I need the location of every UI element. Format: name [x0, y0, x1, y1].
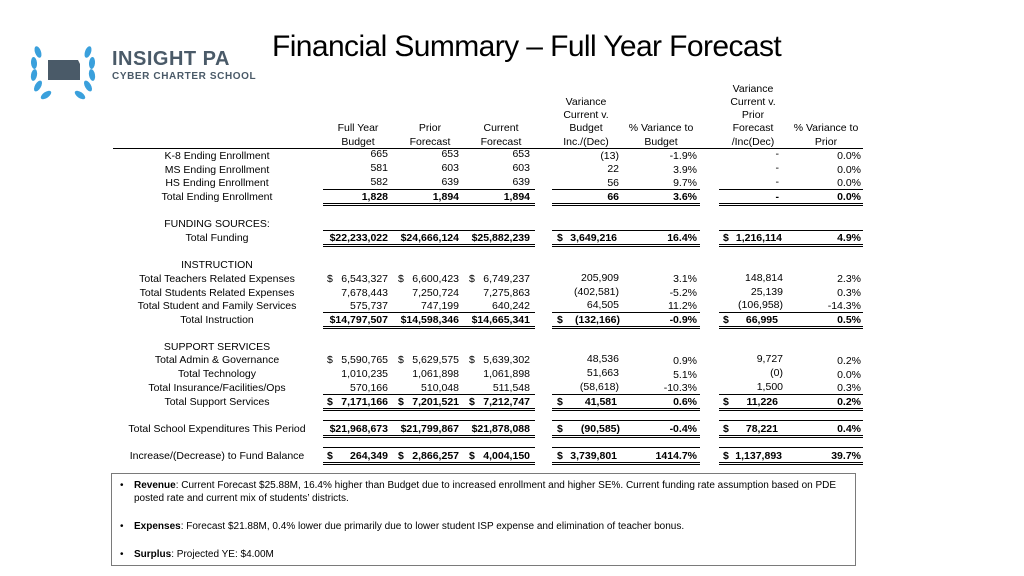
cell-var-budget: 64,505 — [586, 299, 619, 311]
subtotal-rule — [552, 230, 700, 231]
cell-pct-prior: 0.2% — [837, 396, 861, 408]
note-label: Revenue — [134, 480, 176, 491]
cell-budget: 1,010,235 — [341, 368, 388, 380]
subtotal-rule — [323, 447, 535, 448]
row-label: Total Technology — [177, 368, 257, 380]
cell-budget: 570,166 — [350, 382, 388, 394]
total-rule — [719, 326, 863, 329]
cell-var-budget: 51,663 — [586, 367, 619, 379]
total-rule — [323, 408, 535, 411]
row-label: MS Ending Enrollment — [164, 164, 270, 176]
cell-prior-dollar: $ — [398, 273, 404, 285]
cell-var-budget: (13) — [600, 150, 619, 162]
row-label: Total Instruction — [180, 314, 254, 326]
commentary-box — [111, 473, 856, 566]
cell-budget: $22,233,022 — [329, 232, 388, 244]
cell-current: 7,212,747 — [483, 396, 530, 408]
cell-pct-budget: 3.9% — [673, 164, 697, 176]
cell-pct-prior: -14.3% — [827, 300, 861, 312]
cell-prior-dollar: $ — [398, 396, 404, 408]
cell-current: 4,004,150 — [483, 450, 530, 462]
header-prior-line1: Prior — [418, 122, 442, 134]
total-rule — [552, 435, 700, 438]
cell-var-prior: - — [775, 176, 779, 188]
note-surplus — [120, 548, 842, 561]
row-label: Increase/(Decrease) to Fund Balance — [129, 450, 305, 462]
cell-prior: 6,600,423 — [412, 273, 459, 285]
subtotal-rule — [552, 189, 700, 190]
cell-prior-dollar: $ — [398, 450, 404, 462]
cell-prior: $24,666,124 — [400, 232, 459, 244]
cell-var-budget: 48,536 — [586, 353, 619, 365]
cell-pct-budget: 0.9% — [673, 355, 697, 367]
header-var-prior-line5: /Inc(Dec) — [731, 136, 775, 148]
header-var-budget-line2: Current v. — [563, 109, 609, 121]
cell-current-dollar: $ — [469, 450, 475, 462]
cell-pct-prior: 0.3% — [837, 287, 861, 299]
total-rule — [719, 435, 863, 438]
row-label: Total Students Related Expenses — [139, 287, 295, 299]
cell-pct-prior: 0.0% — [837, 369, 861, 381]
cell-var-prior-dollar: $ — [723, 450, 729, 462]
cell-prior: 7,250,724 — [412, 287, 459, 299]
cell-pct-prior: 0.2% — [837, 355, 861, 367]
cell-budget: 581 — [370, 162, 388, 174]
cell-budget: 5,590,765 — [341, 354, 388, 366]
cell-pct-budget: 11.2% — [668, 300, 697, 312]
cell-var-prior: 25,139 — [750, 286, 783, 298]
cell-pct-budget: 5.1% — [673, 369, 697, 381]
total-rule — [323, 462, 535, 465]
cell-pct-budget: -0.9% — [669, 314, 697, 326]
subtotal-rule — [719, 447, 863, 448]
cell-prior: 2,866,257 — [412, 450, 459, 462]
cell-current: 639 — [512, 176, 530, 188]
cell-prior: 1,894 — [432, 191, 459, 203]
cell-var-prior: 11,226 — [746, 396, 778, 408]
total-rule — [719, 203, 863, 206]
subtotal-rule — [552, 420, 700, 421]
cell-var-prior: 1,137,893 — [735, 450, 782, 462]
subtotal-rule — [323, 230, 535, 231]
subtotal-rule — [719, 230, 863, 231]
total-rule — [552, 462, 700, 465]
cell-var-budget: 22 — [607, 163, 619, 175]
bullet-icon: • — [120, 521, 124, 532]
cell-current: 1,894 — [503, 191, 530, 203]
cell-pct-prior: 0.0% — [837, 191, 861, 203]
row-label: Total Support Services — [164, 396, 270, 408]
cell-pct-budget: -0.4% — [669, 423, 697, 435]
cell-var-prior-dollar: $ — [723, 232, 729, 244]
row-label: K-8 Ending Enrollment — [164, 150, 270, 162]
header-current-line1: Current — [483, 122, 519, 134]
cell-current: 603 — [512, 162, 530, 174]
cell-prior: 5,629,575 — [412, 354, 459, 366]
header-var-budget-line4: Inc./(Dec) — [563, 136, 609, 148]
cell-budget: 665 — [370, 148, 388, 160]
cell-pct-prior: 4.9% — [837, 232, 861, 244]
cell-pct-budget: 3.1% — [673, 273, 697, 285]
cell-budget: 7,678,443 — [341, 287, 388, 299]
row-label: Total School Expenditures This Period — [128, 423, 306, 435]
cell-var-prior: 78,221 — [745, 423, 778, 435]
cell-var-budget: 205,909 — [581, 272, 619, 284]
cell-budget: 582 — [370, 176, 388, 188]
page-title: Financial Summary – Full Year Forecast — [272, 30, 782, 63]
cell-budget: 7,171,166 — [341, 396, 388, 408]
cell-var-prior: 148,814 — [745, 272, 783, 284]
subtotal-rule — [323, 189, 535, 190]
header-pct-prior-line1: % Variance to — [793, 122, 859, 134]
subtotal-rule — [719, 189, 863, 190]
subtotal-rule — [323, 312, 535, 313]
subtotal-rule — [719, 420, 863, 421]
cell-budget: 1,828 — [361, 191, 388, 203]
cell-pct-prior: 0.4% — [837, 423, 861, 435]
header-var-prior-line1: Variance — [732, 83, 774, 95]
total-rule — [323, 244, 535, 247]
cell-prior: 510,048 — [421, 382, 459, 394]
cell-var-budget-dollar: $ — [557, 423, 563, 435]
cell-var-budget: (402,581) — [574, 286, 619, 298]
note-text: : Forecast $21.88M, 0.4% lower due primarily due to lower student ISP expense and elimination of teacher bonus. — [180, 521, 685, 532]
cell-var-prior: (106,958) — [738, 299, 783, 311]
cell-var-prior: 66,995 — [745, 314, 778, 326]
cell-var-prior-dollar: $ — [723, 314, 729, 326]
cell-pct-budget: -5.2% — [669, 287, 697, 299]
cell-current: 6,749,237 — [483, 273, 530, 285]
cell-var-budget: (90,585) — [580, 423, 620, 435]
cell-var-prior: 9,727 — [756, 353, 783, 365]
note-text: : Current Forecast $25.88M, 16.4% higher than Budget due to increased enrollment and higher SE%. Current funding rate assumption based on PDE posted rate and current mix of students’ districts. — [134, 480, 837, 504]
cell-pct-budget: 16.4% — [667, 232, 697, 244]
row-label: HS Ending Enrollment — [165, 177, 269, 189]
cell-pct-prior: 0.5% — [837, 314, 861, 326]
cell-budget-dollar: $ — [327, 273, 333, 285]
cell-pct-prior: 2.3% — [837, 273, 861, 285]
row-label: Total Admin & Governance — [154, 354, 280, 366]
total-rule — [552, 244, 700, 247]
cell-current: 640,242 — [492, 300, 530, 312]
row-label: Total Student and Family Services — [137, 300, 297, 312]
cell-var-budget: (58,618) — [579, 381, 619, 393]
cell-current-dollar: $ — [469, 396, 475, 408]
cell-budget-dollar: $ — [327, 450, 333, 462]
cell-pct-budget: -10.3% — [663, 382, 697, 394]
cell-var-prior: (0) — [770, 367, 783, 379]
total-rule — [552, 203, 700, 206]
header-rule — [113, 148, 863, 149]
cell-pct-prior: 0.0% — [837, 150, 861, 162]
subtotal-rule — [719, 312, 863, 313]
header-var-budget-line3: Budget — [569, 122, 603, 134]
cell-current-dollar: $ — [469, 273, 475, 285]
total-rule — [552, 326, 700, 329]
row-label: Total Teachers Related Expenses — [139, 273, 295, 285]
note-text: : Projected YE: $4.00M — [171, 549, 274, 560]
cell-current: 653 — [512, 148, 530, 160]
subtotal-rule — [323, 394, 535, 395]
cell-current: 511,548 — [492, 382, 530, 394]
cell-pct-budget: 9.7% — [673, 177, 697, 189]
cell-prior-dollar: $ — [398, 354, 404, 366]
note-label: Expenses — [134, 521, 181, 532]
cell-prior: 1,061,898 — [412, 368, 459, 380]
section-heading: INSTRUCTION — [181, 259, 253, 271]
cell-var-budget-dollar: $ — [557, 232, 563, 244]
cell-prior: $14,598,346 — [400, 314, 459, 326]
cell-budget: 575,737 — [350, 300, 388, 312]
subtotal-rule — [323, 420, 535, 421]
row-label: Total Ending Enrollment — [161, 191, 273, 203]
row-label: Total Funding — [185, 232, 249, 244]
header-budget-line2: Budget — [341, 136, 375, 148]
row-label: Total Insurance/Facilities/Ops — [148, 382, 286, 394]
total-rule — [323, 326, 535, 329]
cell-var-prior-dollar: $ — [723, 423, 729, 435]
cell-pct-budget: -1.9% — [669, 150, 697, 162]
note-label: Surplus — [134, 549, 172, 560]
cell-var-prior-dollar: $ — [723, 396, 729, 408]
header-pct-prior-line2: Prior — [814, 136, 838, 148]
cell-pct-prior: 0.3% — [837, 382, 861, 394]
header-var-prior-line3: Prior — [741, 109, 765, 121]
subtotal-rule — [719, 394, 863, 395]
cell-var-prior: - — [775, 162, 779, 174]
cell-budget: 6,543,327 — [341, 273, 388, 285]
cell-current: $21,878,088 — [471, 423, 530, 435]
cell-pct-prior: 39.7% — [831, 450, 861, 462]
cell-budget: $14,797,507 — [329, 314, 388, 326]
header-current-line2: Forecast — [480, 136, 522, 148]
cell-budget-dollar: $ — [327, 354, 333, 366]
subtotal-rule — [552, 447, 700, 448]
cell-pct-budget: 3.6% — [673, 191, 697, 203]
cell-current: $14,665,341 — [471, 314, 530, 326]
cell-var-prior: 1,216,114 — [735, 232, 782, 244]
header-var-prior-line4: Forecast — [732, 122, 774, 134]
subtotal-rule — [552, 394, 700, 395]
cell-prior: 603 — [441, 162, 459, 174]
header-pct-budget-line1: % Variance to — [628, 122, 694, 134]
cell-var-prior: 1,500 — [756, 381, 783, 393]
cell-pct-prior: 0.0% — [837, 164, 861, 176]
total-rule — [552, 408, 700, 411]
bullet-icon: • — [120, 549, 124, 560]
cell-prior: 7,201,521 — [412, 396, 459, 408]
section-heading: FUNDING SOURCES: — [164, 218, 270, 230]
cell-var-budget: 56 — [607, 177, 619, 189]
cell-var-budget: 66 — [607, 191, 619, 203]
header-pct-budget-line2: Budget — [644, 136, 678, 148]
cell-pct-budget: 0.6% — [673, 396, 697, 408]
cell-var-budget: (132,166) — [575, 314, 620, 326]
header-budget-line1: Full Year — [337, 122, 379, 134]
cell-budget-dollar: $ — [327, 396, 333, 408]
cell-pct-budget: 1414.7% — [655, 450, 697, 462]
cell-prior: 747,199 — [421, 300, 459, 312]
cell-current: 5,639,302 — [483, 354, 530, 366]
total-rule — [323, 435, 535, 438]
cell-prior: 653 — [441, 148, 459, 160]
cell-var-budget-dollar: $ — [557, 396, 563, 408]
cell-prior: $21,799,867 — [400, 423, 459, 435]
logo-name: INSIGHT PA — [112, 48, 230, 70]
cell-var-budget: 3,739,801 — [570, 450, 617, 462]
cell-var-budget-dollar: $ — [557, 314, 563, 326]
cell-current-dollar: $ — [469, 354, 475, 366]
header-var-prior-line2: Current v. — [730, 96, 776, 108]
cell-budget: $21,968,673 — [329, 423, 388, 435]
cell-current: 1,061,898 — [483, 368, 530, 380]
cell-var-budget: 41,581 — [584, 396, 617, 408]
header-prior-line2: Forecast — [409, 136, 451, 148]
header-var-budget-line1: Variance — [565, 96, 607, 108]
note-revenue — [120, 479, 842, 505]
cell-current: 7,275,863 — [483, 287, 530, 299]
total-rule — [719, 462, 863, 465]
cell-var-budget: 3,649,216 — [570, 232, 617, 244]
subtotal-rule — [552, 312, 700, 313]
cell-current: $25,882,239 — [471, 232, 530, 244]
cell-var-prior: - — [775, 191, 779, 203]
total-rule — [323, 203, 535, 206]
total-rule — [719, 244, 863, 247]
cell-pct-prior: 0.0% — [837, 177, 861, 189]
cell-budget: 264,349 — [350, 450, 388, 462]
total-rule — [719, 408, 863, 411]
section-heading: SUPPORT SERVICES — [163, 341, 271, 353]
cell-prior: 639 — [441, 176, 459, 188]
cell-var-budget-dollar: $ — [557, 450, 563, 462]
logo-subtitle: CYBER CHARTER SCHOOL — [112, 71, 257, 82]
note-expenses — [120, 520, 842, 533]
cell-var-prior: - — [775, 148, 779, 160]
bullet-icon: • — [120, 480, 124, 491]
